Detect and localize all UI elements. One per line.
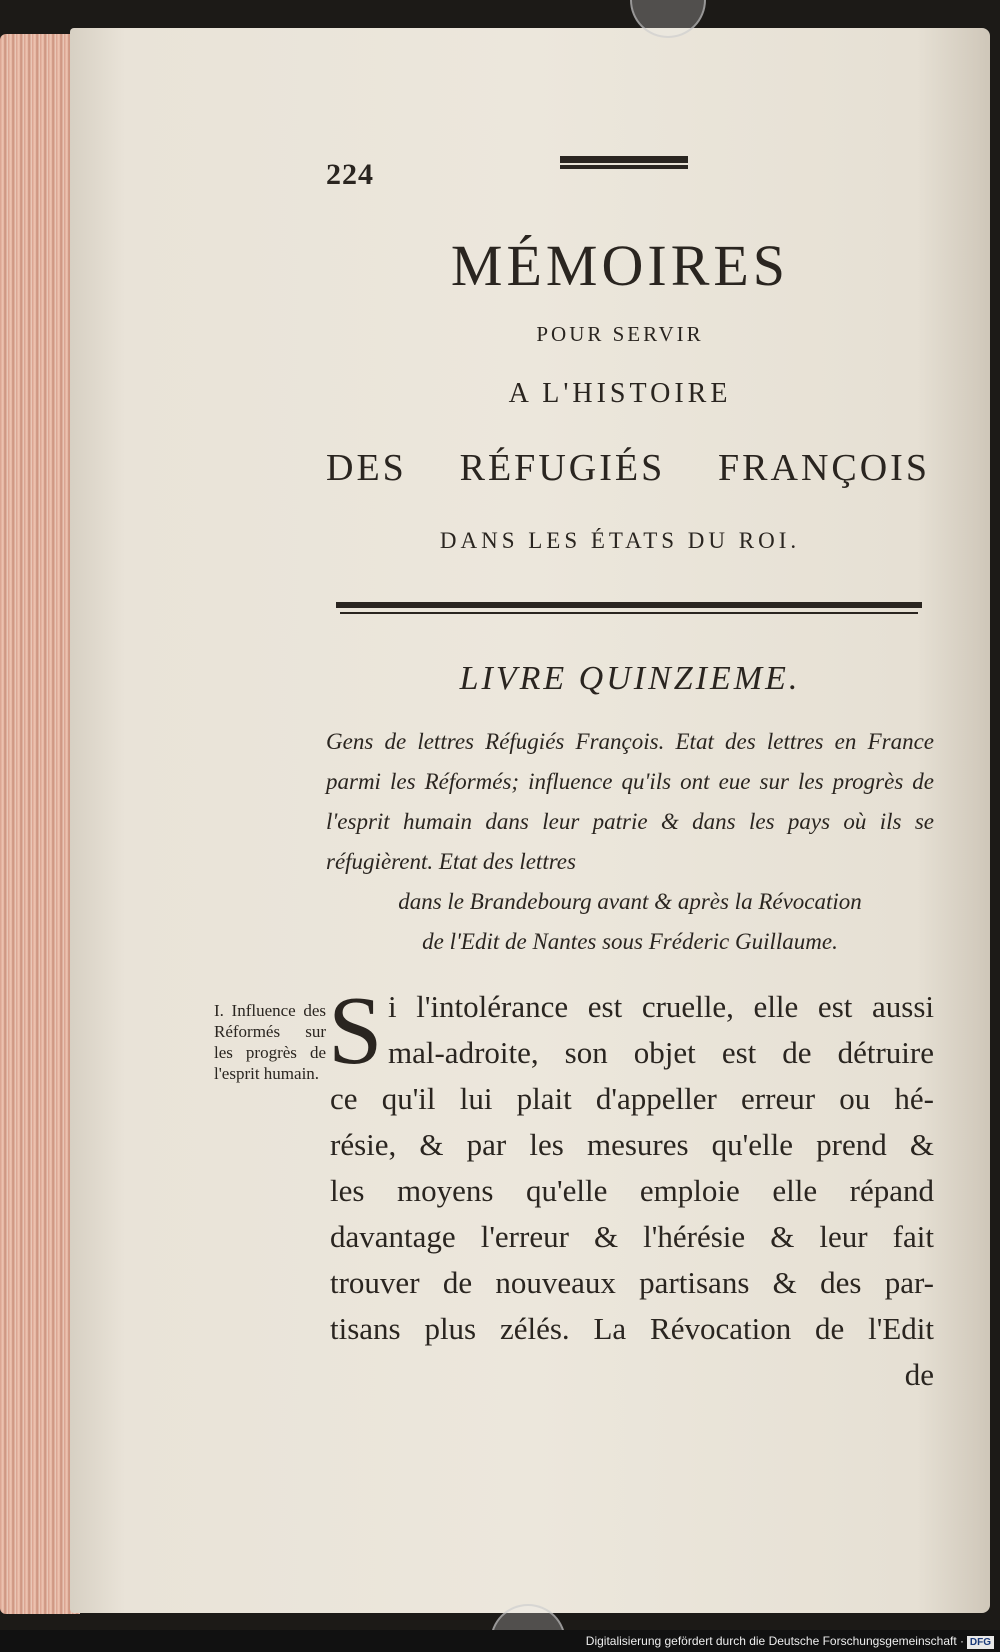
body-line: trouver de nouveaux partisans & des par- xyxy=(330,1265,934,1300)
title-memoires: MÉMOIRES xyxy=(450,233,790,298)
subtitle-refugies xyxy=(326,446,930,490)
summary-line: dans le Brandebourg avant & après la Révocation xyxy=(398,889,862,914)
page-number: 224 xyxy=(326,158,374,191)
body-line: les moyens qu'elle emploie elle répand xyxy=(330,1173,934,1208)
header-rule xyxy=(560,156,688,165)
subtitle-word: DES xyxy=(326,447,407,489)
summary-line: de l'Edit de Nantes sous Fréderic Guillaume. xyxy=(422,929,838,954)
margin-note: I. Influence des Réformés sur les progrès de l'esprit humain. xyxy=(214,1001,326,1083)
footer-text: Digitalisierung gefördert durch die Deutsche Forschungsgemeinschaft · xyxy=(585,1634,964,1648)
summary-line: dans les pays où ils se réfugièrent. Etat des lettres xyxy=(326,809,934,874)
body-line: mal-adroite, son objet est de détruire xyxy=(388,1035,934,1070)
body-text xyxy=(328,977,934,1398)
book-page-edges xyxy=(0,34,80,1614)
subtitle-pour-servir: POUR SERVIR xyxy=(536,322,704,346)
subtitle-etats: DANS LES ÉTATS DU ROI. xyxy=(439,528,801,553)
body-line: davantage l'erreur & l'hérésie & leur fait xyxy=(330,1219,934,1254)
body-line: tisans plus zélés. La Révocation de l'Edit xyxy=(330,1311,934,1346)
dfg-logo: DFG xyxy=(967,1636,994,1649)
chapter-summary xyxy=(326,722,934,962)
double-rule xyxy=(336,602,922,608)
book-heading: LIVRE QUINZIEME. xyxy=(459,660,801,697)
summary-line: France parmi les Réformés; influence qu'ils ont eue xyxy=(326,729,934,794)
catchword: de xyxy=(904,1357,934,1392)
body-line: i l'intolérance est cruelle, elle est aussi xyxy=(388,989,934,1024)
subtitle-word: RÉFUGIÉS xyxy=(459,447,666,489)
summary-line: Gens de lettres Réfugiés François. Etat des lettres en xyxy=(326,729,857,754)
digitization-footer xyxy=(0,1630,1000,1652)
body-line: ce qu'il lui plait d'appeller erreur ou hé- xyxy=(330,1081,934,1116)
body-line: résie, & par les mesures qu'elle prend & xyxy=(330,1127,934,1162)
subtitle-histoire: A L'HISTOIRE xyxy=(508,378,732,409)
summary-line: sur les progrès de l'esprit humain dans leur patrie & xyxy=(326,769,935,834)
subtitle-word: FRANÇOIS xyxy=(718,447,930,489)
drop-cap: S xyxy=(328,977,383,1085)
